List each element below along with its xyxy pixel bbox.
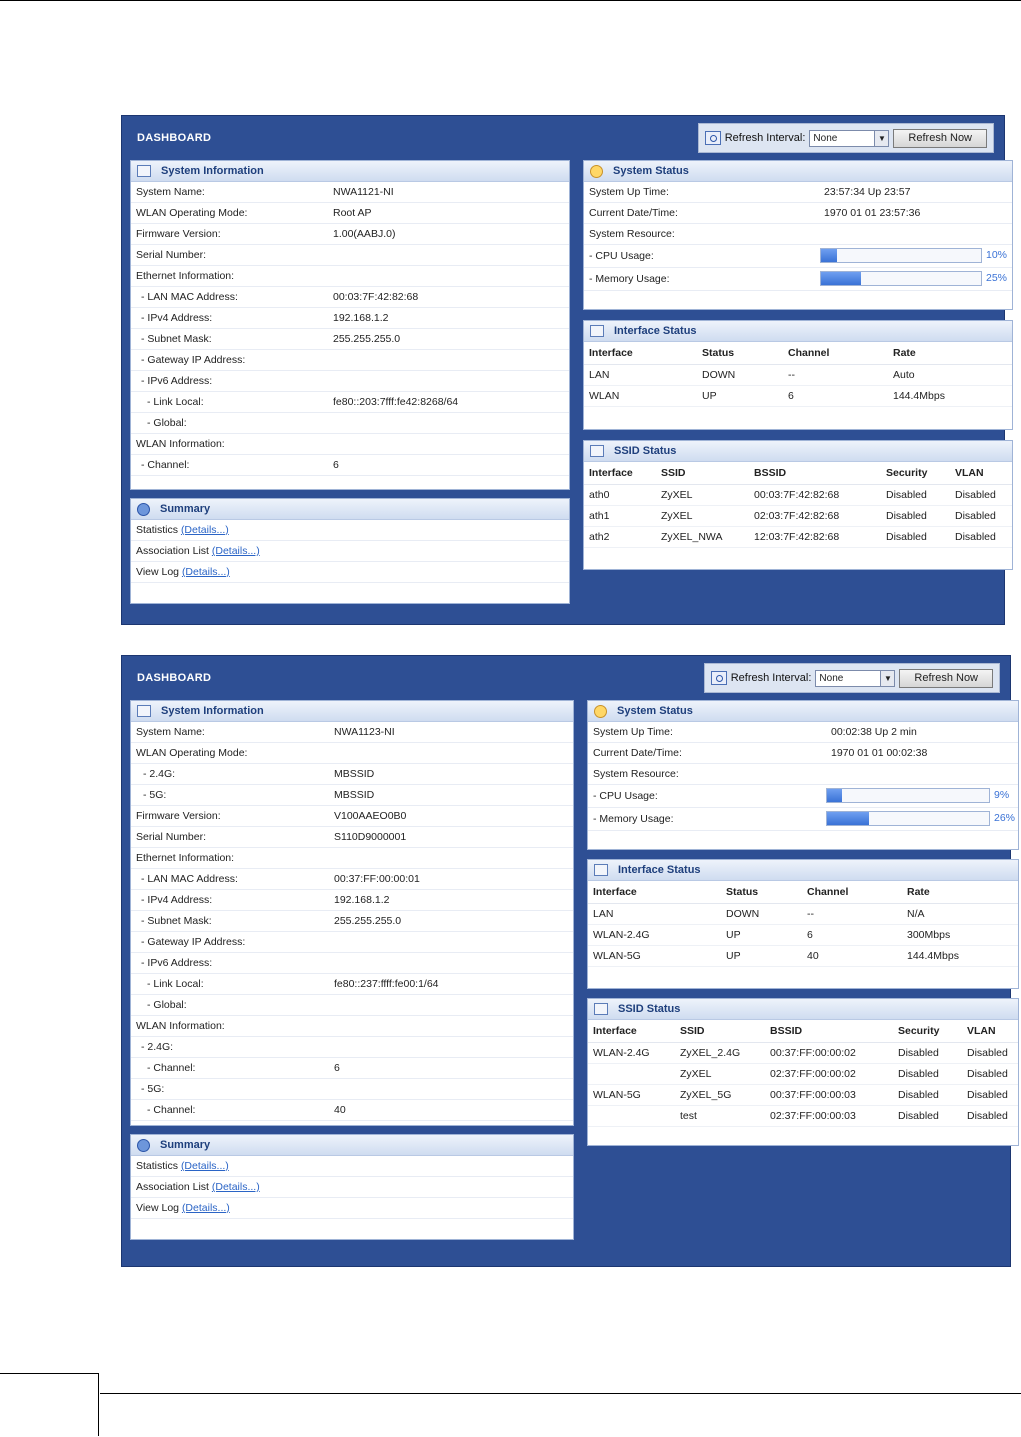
info-key: - Global: bbox=[147, 417, 187, 429]
window-icon bbox=[137, 165, 151, 177]
clock-icon bbox=[594, 705, 607, 718]
clock-icon bbox=[590, 165, 603, 178]
status-row bbox=[588, 808, 1018, 831]
summary-title: Summary bbox=[160, 503, 211, 515]
info-key: - Link Local: bbox=[147, 978, 204, 990]
window-icon bbox=[594, 864, 608, 876]
table-header bbox=[584, 462, 1012, 485]
table-cell: Disabled bbox=[886, 489, 927, 501]
table-cell: 300Mbps bbox=[907, 929, 951, 941]
table-cell: DOWN bbox=[702, 369, 736, 381]
info-key: - 5G: bbox=[141, 1083, 165, 1095]
table-row bbox=[588, 904, 1018, 925]
refresh-interval-select[interactable] bbox=[815, 670, 895, 687]
info-row bbox=[131, 953, 573, 974]
cpu-usage-fill bbox=[827, 789, 842, 802]
table-cell: Disabled bbox=[967, 1047, 1008, 1059]
column-header: Security bbox=[886, 467, 928, 479]
status-row bbox=[588, 743, 1018, 764]
table-cell: -- bbox=[807, 908, 814, 920]
refresh-interval-value: None bbox=[819, 672, 844, 684]
table-cell: LAN bbox=[589, 369, 610, 381]
info-key: - Global: bbox=[147, 999, 187, 1011]
table-cell: ZyXEL_2.4G bbox=[680, 1047, 741, 1059]
column-header: BSSID bbox=[754, 467, 787, 479]
table-cell: Disabled bbox=[955, 489, 996, 501]
uptime-label: System Up Time: bbox=[589, 186, 669, 198]
memory-label: - Memory Usage: bbox=[589, 273, 670, 285]
table-cell: DOWN bbox=[726, 908, 760, 920]
system-information-panel bbox=[130, 700, 574, 1126]
summary-label: Statistics bbox=[136, 524, 179, 536]
column-header: Channel bbox=[788, 347, 830, 359]
footer-rule bbox=[100, 1393, 1021, 1394]
table-cell: 6 bbox=[807, 929, 813, 941]
system-status-header bbox=[588, 701, 1018, 722]
cpu-label: - CPU Usage: bbox=[593, 790, 658, 802]
info-value: 6 bbox=[333, 459, 339, 471]
system-information-title: System Information bbox=[161, 705, 264, 717]
info-row bbox=[131, 1100, 573, 1121]
info-key: - IPv6 Address: bbox=[141, 957, 213, 969]
refresh-now-button[interactable]: Refresh Now bbox=[893, 129, 987, 148]
info-row bbox=[131, 392, 569, 413]
memory-usage-bar bbox=[820, 271, 982, 286]
info-row bbox=[131, 329, 569, 350]
dashboard-header bbox=[122, 656, 1010, 700]
table-cell: UP bbox=[726, 950, 741, 962]
table-row bbox=[588, 925, 1018, 946]
table-cell: ZyXEL bbox=[680, 1068, 712, 1080]
table-cell: 00:37:FF:00:00:02 bbox=[770, 1047, 856, 1059]
system-status-panel bbox=[587, 700, 1019, 850]
table-cell: 12:03:7F:42:82:68 bbox=[754, 531, 840, 543]
table-cell: Disabled bbox=[886, 531, 927, 543]
info-key: - LAN MAC Address: bbox=[141, 291, 238, 303]
table-cell: WLAN-2.4G bbox=[593, 1047, 650, 1059]
table-cell: WLAN-5G bbox=[593, 1089, 641, 1101]
column-header: Security bbox=[898, 1025, 940, 1037]
info-value: 6 bbox=[334, 1062, 340, 1074]
view-log-details-link[interactable]: (Details...) bbox=[181, 566, 230, 578]
info-key: - Gateway IP Address: bbox=[141, 354, 246, 366]
info-row bbox=[131, 1037, 573, 1058]
summary-row bbox=[131, 1198, 573, 1219]
association-list-details-link[interactable]: (Details...) bbox=[211, 545, 260, 557]
summary-row bbox=[131, 1177, 573, 1198]
interface-status-panel bbox=[583, 320, 1013, 430]
table-cell: Disabled bbox=[967, 1089, 1008, 1101]
interface-status-title: Interface Status bbox=[618, 864, 701, 876]
column-header: Rate bbox=[893, 347, 916, 359]
status-row bbox=[584, 224, 1012, 245]
column-header: SSID bbox=[661, 467, 686, 479]
statistics-details-link[interactable]: (Details...) bbox=[180, 1160, 229, 1172]
info-row bbox=[131, 974, 573, 995]
column-header: Interface bbox=[589, 347, 633, 359]
info-value: 00:03:7F:42:82:68 bbox=[333, 291, 419, 303]
table-header bbox=[588, 1020, 1018, 1043]
datetime-label: Current Date/Time: bbox=[593, 747, 682, 759]
memory-usage-fill bbox=[827, 812, 869, 825]
info-key: Firmware Version: bbox=[136, 810, 221, 822]
info-value: 1.00(AABJ.0) bbox=[333, 228, 396, 240]
info-key: - Channel: bbox=[141, 459, 190, 471]
info-row bbox=[131, 764, 573, 785]
chevron-down-icon[interactable]: ▼ bbox=[874, 131, 888, 146]
info-row bbox=[131, 869, 573, 890]
info-value: Root AP bbox=[333, 207, 372, 219]
refresh-now-button[interactable]: Refresh Now bbox=[899, 669, 993, 688]
summary-label: View Log bbox=[136, 566, 180, 578]
system-status-title: System Status bbox=[617, 705, 693, 717]
info-value: 255.255.255.0 bbox=[334, 915, 402, 927]
info-value: NWA1123-NI bbox=[334, 726, 395, 738]
table-cell: 02:37:FF:00:00:03 bbox=[770, 1110, 856, 1122]
table-cell: WLAN bbox=[589, 390, 620, 402]
table-cell: Disabled bbox=[967, 1068, 1008, 1080]
table-header bbox=[584, 342, 1012, 365]
system-information-panel bbox=[130, 160, 570, 490]
info-key: Serial Number: bbox=[136, 249, 207, 261]
table-cell: 6 bbox=[788, 390, 794, 402]
window-icon bbox=[594, 1003, 608, 1015]
table-row bbox=[584, 506, 1012, 527]
info-key: - Link Local: bbox=[147, 396, 204, 408]
system-status-panel bbox=[583, 160, 1013, 310]
summary-row bbox=[131, 541, 569, 562]
refresh-interval-select[interactable] bbox=[809, 130, 889, 147]
cpu-label: - CPU Usage: bbox=[589, 250, 654, 262]
info-value: 192.168.1.2 bbox=[334, 894, 390, 906]
info-row bbox=[131, 995, 573, 1016]
info-key: - IPv4 Address: bbox=[141, 894, 213, 906]
info-key: - Subnet Mask: bbox=[141, 333, 212, 345]
info-row bbox=[131, 932, 573, 953]
table-row bbox=[584, 485, 1012, 506]
table-cell: ath2 bbox=[589, 531, 610, 543]
info-key: Serial Number: bbox=[136, 831, 207, 843]
table-header bbox=[588, 881, 1018, 904]
status-row bbox=[584, 268, 1012, 291]
info-key: WLAN Operating Mode: bbox=[136, 747, 248, 759]
summary-panel bbox=[130, 1134, 574, 1240]
table-cell: ZyXEL bbox=[661, 489, 693, 501]
system-status-title: System Status bbox=[613, 165, 689, 177]
ssid-status-title: SSID Status bbox=[614, 445, 677, 457]
column-header: Rate bbox=[907, 886, 930, 898]
table-row bbox=[588, 1043, 1018, 1064]
ssid-status-title: SSID Status bbox=[618, 1003, 681, 1015]
system-information-list bbox=[131, 182, 569, 476]
column-header: Interface bbox=[593, 886, 637, 898]
column-header: Interface bbox=[593, 1025, 637, 1037]
table-row bbox=[584, 527, 1012, 548]
dashboard-title: DASHBOARD bbox=[137, 132, 212, 144]
datetime-value: 1970 01 01 23:57:36 bbox=[824, 207, 921, 219]
summary-row bbox=[131, 562, 569, 583]
info-key: Ethernet Information: bbox=[136, 270, 235, 282]
memory-usage-fill bbox=[821, 272, 861, 285]
table-cell: LAN bbox=[593, 908, 614, 920]
uptime-value: 23:57:34 Up 23:57 bbox=[824, 186, 911, 198]
refresh-icon bbox=[705, 131, 721, 145]
window-icon bbox=[137, 705, 151, 717]
table-cell: ZyXEL bbox=[661, 510, 693, 522]
table-cell: Disabled bbox=[955, 531, 996, 543]
table-row bbox=[588, 1106, 1018, 1127]
info-value: fe80::237:ffff:fe00:1/64 bbox=[334, 978, 439, 990]
table-row bbox=[588, 1085, 1018, 1106]
info-value: S110D9000001 bbox=[334, 831, 407, 843]
refresh-icon bbox=[711, 671, 727, 685]
system-information-header bbox=[131, 161, 569, 182]
datetime-label: Current Date/Time: bbox=[589, 207, 678, 219]
table-cell: Disabled bbox=[898, 1068, 939, 1080]
status-row bbox=[588, 722, 1018, 743]
ssid-status-panel bbox=[587, 998, 1019, 1146]
info-value: V100AAEO0B0 bbox=[334, 810, 407, 822]
association-list-details-link[interactable]: (Details...) bbox=[211, 1181, 260, 1193]
table-cell: 144.4Mbps bbox=[907, 950, 959, 962]
table-cell: ZyXEL_5G bbox=[680, 1089, 732, 1101]
refresh-toolbar bbox=[698, 123, 994, 153]
info-key: Ethernet Information: bbox=[136, 852, 235, 864]
table-cell: 00:03:7F:42:82:68 bbox=[754, 489, 840, 501]
interface-status-header bbox=[588, 860, 1018, 881]
info-value: 255.255.255.0 bbox=[333, 333, 401, 345]
dashboard-header bbox=[122, 116, 1004, 160]
ssid-status-panel bbox=[583, 440, 1013, 570]
info-row bbox=[131, 308, 569, 329]
column-header: Status bbox=[726, 886, 759, 898]
info-row bbox=[131, 1016, 573, 1037]
cpu-usage-percent: 9% bbox=[994, 789, 1010, 801]
table-row bbox=[584, 365, 1012, 386]
table-row bbox=[588, 1064, 1018, 1085]
info-value: MBSSID bbox=[334, 789, 375, 801]
info-key: WLAN Information: bbox=[136, 438, 225, 450]
top-rule bbox=[0, 0, 1021, 1]
table-cell: Disabled bbox=[898, 1047, 939, 1059]
table-cell: 40 bbox=[807, 950, 819, 962]
column-header: Interface bbox=[589, 467, 633, 479]
column-header: Channel bbox=[807, 886, 849, 898]
table-row bbox=[584, 386, 1012, 407]
table-cell: ZyXEL_NWA bbox=[661, 531, 723, 543]
info-value: NWA1121-NI bbox=[333, 186, 394, 198]
table-cell: N/A bbox=[907, 908, 925, 920]
info-row bbox=[131, 1079, 573, 1100]
interface-status-header bbox=[584, 321, 1012, 342]
cpu-usage-bar bbox=[826, 788, 990, 803]
resource-label: System Resource: bbox=[593, 768, 679, 780]
table-cell: UP bbox=[702, 390, 717, 402]
ssid-status-header bbox=[584, 441, 1012, 462]
summary-title: Summary bbox=[160, 1139, 211, 1151]
info-row bbox=[131, 722, 573, 743]
table-cell: test bbox=[680, 1110, 697, 1122]
info-row bbox=[131, 890, 573, 911]
table-cell: Disabled bbox=[955, 510, 996, 522]
summary-panel bbox=[130, 498, 570, 604]
info-row bbox=[131, 182, 569, 203]
table-cell: ath1 bbox=[589, 510, 610, 522]
cpu-usage-bar bbox=[820, 248, 982, 263]
interface-status-title: Interface Status bbox=[614, 325, 697, 337]
table-cell: Disabled bbox=[886, 510, 927, 522]
info-key: - 2.4G: bbox=[143, 768, 176, 780]
memory-usage-percent: 26% bbox=[994, 812, 1016, 824]
summary-label: Association List bbox=[136, 1181, 209, 1193]
info-row bbox=[131, 350, 569, 371]
info-row bbox=[131, 806, 573, 827]
table-cell: Disabled bbox=[967, 1110, 1008, 1122]
column-header: BSSID bbox=[770, 1025, 803, 1037]
summary-row bbox=[131, 520, 569, 541]
info-key: WLAN Information: bbox=[136, 1020, 225, 1032]
cpu-usage-percent: 10% bbox=[986, 249, 1008, 261]
uptime-value: 00:02:38 Up 2 min bbox=[831, 726, 917, 738]
summary-label: View Log bbox=[136, 1202, 180, 1214]
column-header: VLAN bbox=[967, 1025, 996, 1037]
table-row bbox=[588, 946, 1018, 967]
statistics-details-link[interactable]: (Details...) bbox=[180, 524, 229, 536]
dashboard-title: DASHBOARD bbox=[137, 672, 212, 684]
info-row bbox=[131, 413, 569, 434]
info-key: - IPv6 Address: bbox=[141, 375, 213, 387]
refresh-interval-label: Refresh Interval: bbox=[730, 672, 812, 684]
globe-icon bbox=[137, 503, 150, 516]
cpu-usage-fill bbox=[821, 249, 837, 262]
info-row bbox=[131, 224, 569, 245]
column-header: VLAN bbox=[955, 467, 984, 479]
info-row bbox=[131, 245, 569, 266]
view-log-details-link[interactable]: (Details...) bbox=[181, 1202, 230, 1214]
info-row bbox=[131, 203, 569, 224]
system-information-header bbox=[131, 701, 573, 722]
info-row bbox=[131, 434, 569, 455]
table-cell: ath0 bbox=[589, 489, 610, 501]
summary-header bbox=[131, 1135, 573, 1156]
info-key: - IPv4 Address: bbox=[141, 312, 213, 324]
info-row bbox=[131, 743, 573, 764]
info-key: System Name: bbox=[136, 726, 205, 738]
datetime-value: 1970 01 01 00:02:38 bbox=[831, 747, 928, 759]
memory-usage-percent: 25% bbox=[986, 272, 1008, 284]
table-cell: Disabled bbox=[898, 1110, 939, 1122]
status-row bbox=[584, 245, 1012, 268]
table-cell: 144.4Mbps bbox=[893, 390, 945, 402]
refresh-toolbar bbox=[704, 663, 1000, 693]
system-information-title: System Information bbox=[161, 165, 264, 177]
refresh-interval-label: Refresh Interval: bbox=[724, 132, 806, 144]
window-icon bbox=[590, 445, 604, 457]
table-cell: 02:37:FF:00:00:02 bbox=[770, 1068, 856, 1080]
info-row bbox=[131, 455, 569, 476]
info-value: fe80::203:7fff:fe42:8268/64 bbox=[333, 396, 459, 408]
page-number-box bbox=[0, 1373, 99, 1436]
dashboard-2 bbox=[121, 655, 1016, 1267]
info-value: 192.168.1.2 bbox=[333, 312, 389, 324]
info-row bbox=[131, 266, 569, 287]
info-value: MBSSID bbox=[334, 768, 375, 780]
column-header: Status bbox=[702, 347, 735, 359]
table-cell: -- bbox=[788, 369, 795, 381]
info-row bbox=[131, 287, 569, 308]
table-cell: UP bbox=[726, 929, 741, 941]
status-row bbox=[584, 203, 1012, 224]
info-key: - Channel: bbox=[147, 1062, 196, 1074]
info-key: System Name: bbox=[136, 186, 205, 198]
info-row bbox=[131, 827, 573, 848]
table-cell: WLAN-2.4G bbox=[593, 929, 650, 941]
system-status-header bbox=[584, 161, 1012, 182]
info-value: 40 bbox=[334, 1104, 346, 1116]
memory-label: - Memory Usage: bbox=[593, 813, 674, 825]
info-key: - 5G: bbox=[143, 789, 167, 801]
info-key: Firmware Version: bbox=[136, 228, 221, 240]
info-row bbox=[131, 1058, 573, 1079]
info-row bbox=[131, 371, 569, 392]
info-key: WLAN Operating Mode: bbox=[136, 207, 248, 219]
info-row bbox=[131, 785, 573, 806]
info-value: 00:37:FF:00:00:01 bbox=[334, 873, 420, 885]
info-key: - Channel: bbox=[147, 1104, 196, 1116]
refresh-interval-value: None bbox=[813, 132, 838, 144]
info-row bbox=[131, 911, 573, 932]
window-icon bbox=[590, 325, 604, 337]
table-cell: WLAN-5G bbox=[593, 950, 641, 962]
summary-label: Statistics bbox=[136, 1160, 179, 1172]
info-key: - 2.4G: bbox=[141, 1041, 174, 1053]
column-header: SSID bbox=[680, 1025, 705, 1037]
chevron-down-icon[interactable]: ▼ bbox=[880, 671, 894, 686]
info-row bbox=[131, 848, 573, 869]
table-cell: Disabled bbox=[898, 1089, 939, 1101]
globe-icon bbox=[137, 1139, 150, 1152]
ssid-status-header bbox=[588, 999, 1018, 1020]
uptime-label: System Up Time: bbox=[593, 726, 673, 738]
table-cell: Auto bbox=[893, 369, 915, 381]
resource-label: System Resource: bbox=[589, 228, 675, 240]
summary-row bbox=[131, 1156, 573, 1177]
table-cell: 02:03:7F:42:82:68 bbox=[754, 510, 840, 522]
info-key: - Subnet Mask: bbox=[141, 915, 212, 927]
dashboard-1 bbox=[121, 115, 1008, 625]
summary-label: Association List bbox=[136, 545, 209, 557]
summary-header bbox=[131, 499, 569, 520]
status-row bbox=[588, 764, 1018, 785]
interface-status-panel bbox=[587, 859, 1019, 989]
info-key: - LAN MAC Address: bbox=[141, 873, 238, 885]
table-cell: 00:37:FF:00:00:03 bbox=[770, 1089, 856, 1101]
status-row bbox=[584, 182, 1012, 203]
info-key: - Gateway IP Address: bbox=[141, 936, 246, 948]
status-row bbox=[588, 785, 1018, 808]
memory-usage-bar bbox=[826, 811, 990, 826]
